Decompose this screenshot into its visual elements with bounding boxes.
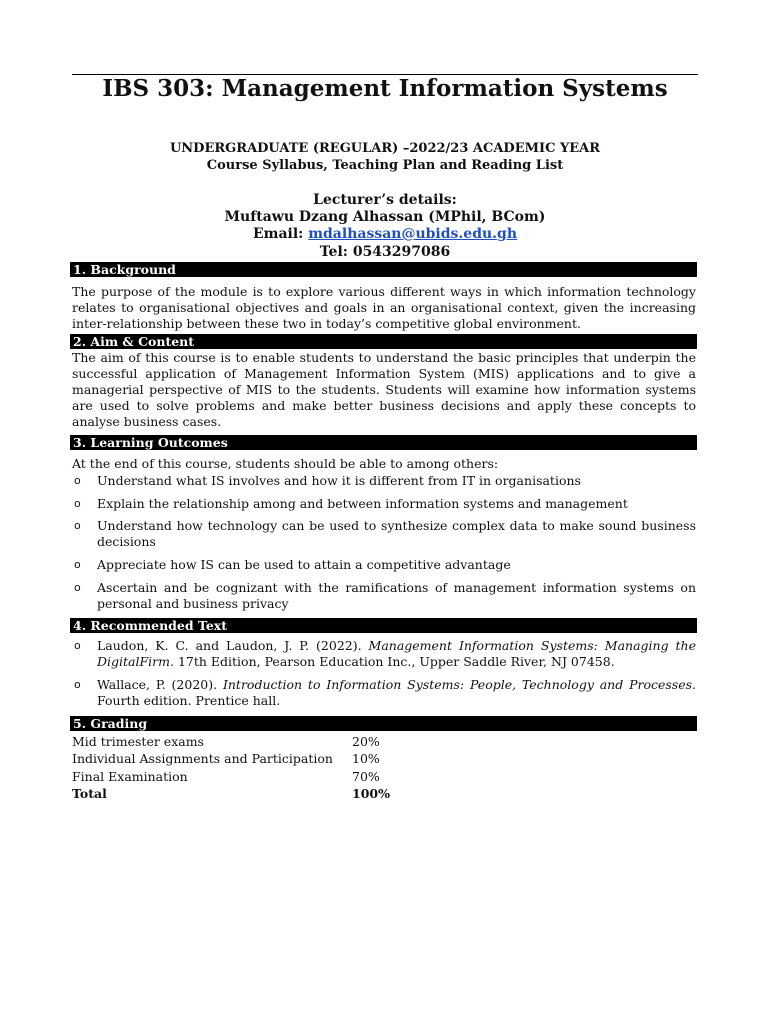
- reference-item: o Wallace, P. (2020). Introduction to Information Systems: People, Technology and Processes. Fourth edition. Prentice hall.: [74, 677, 697, 708]
- list-item: o Explain the relationship among and between information systems and management: [74, 496, 628, 511]
- syllabus-subtitle: Course Syllabus, Teaching Plan and Reading List: [206, 158, 564, 173]
- bullet-mark: o: [74, 581, 81, 594]
- document-title: IBS 303: Management Information Systems: [102, 75, 668, 102]
- grading-total-value: 100%: [352, 786, 390, 801]
- reference-title: Management Information Systems: Managing the DigitalFirm: [97, 638, 696, 669]
- grading-total-label: Total: [72, 786, 107, 801]
- grading-value: 20%: [352, 734, 380, 749]
- section-heading-texts: 4. Recommended Text: [70, 618, 697, 633]
- section-heading-background: 1. Background: [70, 262, 697, 277]
- grading-label: Final Examination: [72, 769, 188, 784]
- list-item: o Understand how technology can be used to synthesize complex data to make sound business decisions: [74, 518, 696, 549]
- bullet-mark: o: [74, 474, 81, 487]
- reference-item: o Laudon, K. C. and Laudon, J. P. (2022). Management Information Systems: Managing the DigitalFirm. 17th Edition, Pearson Education Inc., Upper Saddle River, NJ 07458.: [74, 638, 696, 669]
- lecturer-email-line: [72, 226, 698, 242]
- bullet-mark: o: [74, 497, 81, 510]
- grading-label: Individual Assignments and Participation: [72, 751, 333, 766]
- section-heading-grading: 5. Grading: [70, 716, 697, 731]
- academic-year-line: UNDERGRADUATE (REGULAR) –2022/23 ACADEMIC YEAR: [169, 141, 601, 156]
- list-item: o Ascertain and be cognizant with the ramifications of management information systems on personal and business privacy: [74, 580, 696, 611]
- aim-paragraph: The aim of this course is to enable students to understand the basic principles that underpin the successful application of Management Information System (MIS) applications and to give a managerial perspective of MIS to the students. Students will examine how information systems are used to solve problems and make better business decisions and apply these concepts to analyse business cases.: [72, 350, 696, 429]
- section-heading-outcomes: 3. Learning Outcomes: [70, 435, 697, 450]
- lecturer-heading: Lecturer’s details:: [313, 192, 457, 208]
- reference-title: Introduction to Information Systems: People, Technology and Processes: [222, 677, 693, 692]
- section-heading-aim: 2. Aim & Content: [70, 334, 697, 349]
- email-link[interactable]: mdalhassan@ubids.edu.gh: [308, 226, 518, 242]
- grading-label: Mid trimester exams: [72, 734, 204, 749]
- background-paragraph: The purpose of the module is to explore various different ways in which information technology relates to organisational objectives and goals in an organisational context, given the increasing inter-relationship between these two in today’s competitive global environment.: [72, 284, 696, 331]
- grading-value: 70%: [352, 769, 380, 784]
- bullet-mark: o: [74, 558, 81, 571]
- lecturer-tel: Tel: 0543297086: [319, 244, 451, 260]
- bullet-mark: o: [74, 639, 81, 652]
- bullet-mark: o: [74, 678, 81, 691]
- list-item: o Appreciate how IS can be used to attain a competitive advantage: [74, 557, 511, 572]
- outcomes-intro: At the end of this course, students should be able to among others:: [72, 456, 499, 471]
- email-label: Email:: [252, 226, 309, 242]
- grading-value: 10%: [352, 751, 380, 766]
- list-item: o Understand what IS involves and how it is different from IT in organisations: [74, 473, 581, 488]
- bullet-mark: o: [74, 519, 81, 532]
- lecturer-name: Muftawu Dzang Alhassan (MPhil, BCom): [224, 209, 546, 225]
